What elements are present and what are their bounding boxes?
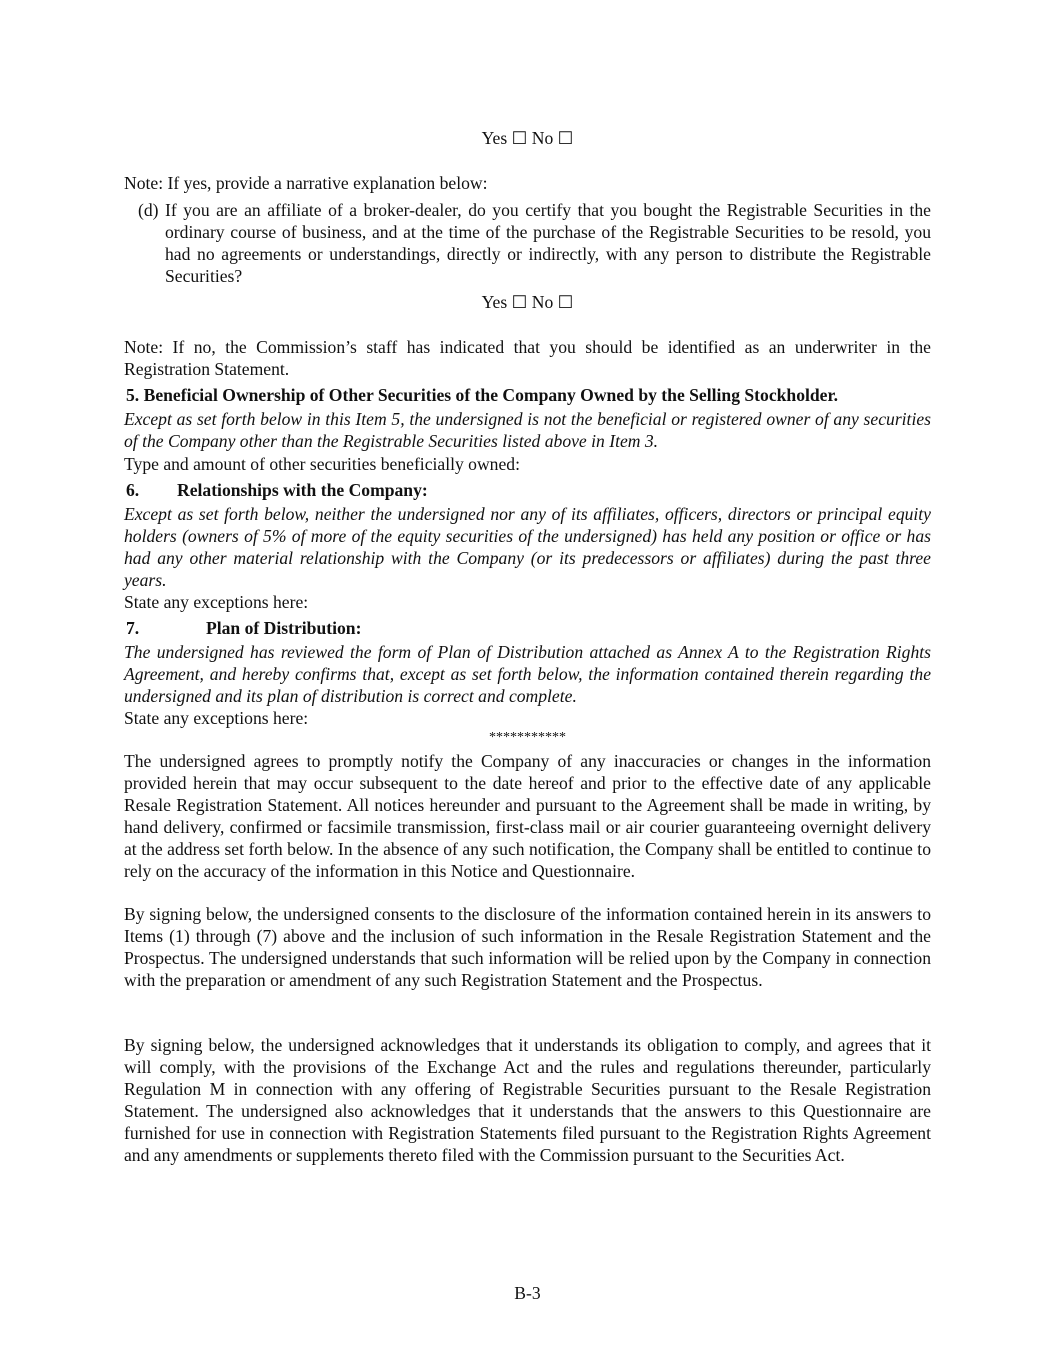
question-d-text: If you are an affiliate of a broker-dealer, do you certify that you bought the Registrable Securities in the ordinary course of business, and at the time of the purchase of the Registrable Securities to be resold, you had no agreements or understandings, directly or indirectly, with any person to distribute the Registrable Securities? — [165, 200, 931, 286]
note-if-no: Note: If no, the Commission’s staff has indicated that you should be identified as an underwriter in the Registration Statement. — [124, 337, 931, 379]
paragraph-consent: By signing below, the undersigned consents to the disclosure of the information contained herein in its answers to Items (1) through (7) above and the inclusion of such information in the Resale Registration Statement and the Prospectus. The undersigned understands that such information will be relied upon by the Company in connection with the preparation or amendment of any such Registration Statement and the Prospectus. — [124, 904, 931, 990]
section-7-body: The undersigned has reviewed the form of Plan of Distribution attached as Annex A to the Registration Rights Agreement, and hereby confirms that, except as set forth below, the information contained therein regarding the undersigned and its plan of distribution is correct and complete. — [124, 642, 931, 706]
section-6-prompt: State any exceptions here: — [124, 592, 309, 612]
section-5-heading: 5. Beneficial Ownership of Other Securities of the Company Owned by the Selling Stockholder. — [126, 385, 839, 405]
section-7-heading — [126, 617, 933, 639]
section-6-title: Relationships with the Company: — [177, 480, 428, 500]
section-6-heading — [126, 479, 933, 501]
section-7-prompt: State any exceptions here: — [124, 708, 309, 728]
paragraph-acknowledgement: By signing below, the undersigned acknowledges that it understands its obligation to comply, and agrees that it will comply, with the provisions of the Exchange Act and the rules and regulations thereunder, particularly Regulation M in connection with any offering of Registrable Securities pursuant to the Resale Registration Statement. The undersigned also acknowledges that it understands that the answers to this Questionnaire are furnished for use in connection with Registration Statements filed pursuant to the Registration Rights Agreement and any amendments or supplements thereto filed with the Commission pursuant to the Securities Act. — [124, 1035, 931, 1165]
question-d-label: (d) — [138, 200, 159, 220]
section-5-body: Except as set forth below in this Item 5, the undersigned is not the beneficial or registered owner of any securities of the Company other than the Registrable Securities listed above in Item 3. — [124, 409, 931, 451]
note-if-yes: Note: If yes, provide a narrative explanation below: — [124, 173, 488, 193]
section-5-prompt: Type and amount of other securities beneficially owned: — [124, 454, 520, 474]
section-6-body: Except as set forth below, neither the undersigned nor any of its affiliates, officers, directors or principal equity holders (owners of 5% of more of the equity securities of the undersigned) has held any position or office or has had any other material relationship with the Company (or its predecessors or affiliates) during the past three years. — [124, 504, 931, 590]
separator: *********** — [489, 730, 566, 745]
yes-no-checkboxes[interactable]: Yes ☐ No ☐ — [481, 128, 574, 148]
page-number: B-3 — [514, 1283, 541, 1303]
yes-no-checkboxes[interactable]: Yes ☐ No ☐ — [481, 292, 574, 312]
section-7-number: 7. — [126, 618, 140, 638]
section-6-number: 6. — [126, 480, 140, 500]
paragraph-notification: The undersigned agrees to promptly notify the Company of any inaccuracies or changes in the information provided herein that may occur subsequent to the date hereof and prior to the effective date of any applicable Resale Registration Statement. All notices hereunder and pursuant to the Agreement shall be made in writing, by hand delivery, confirmed or facsimile transmission, first-class mail or air courier guaranteeing overnight delivery at the address set forth below. In the absence of any such notification, the Company shall be entitled to continue to rely on the accuracy of the information in this Notice and Questionnaire. — [124, 751, 931, 881]
section-7-title: Plan of Distribution: — [206, 618, 362, 638]
question-d — [138, 199, 931, 287]
